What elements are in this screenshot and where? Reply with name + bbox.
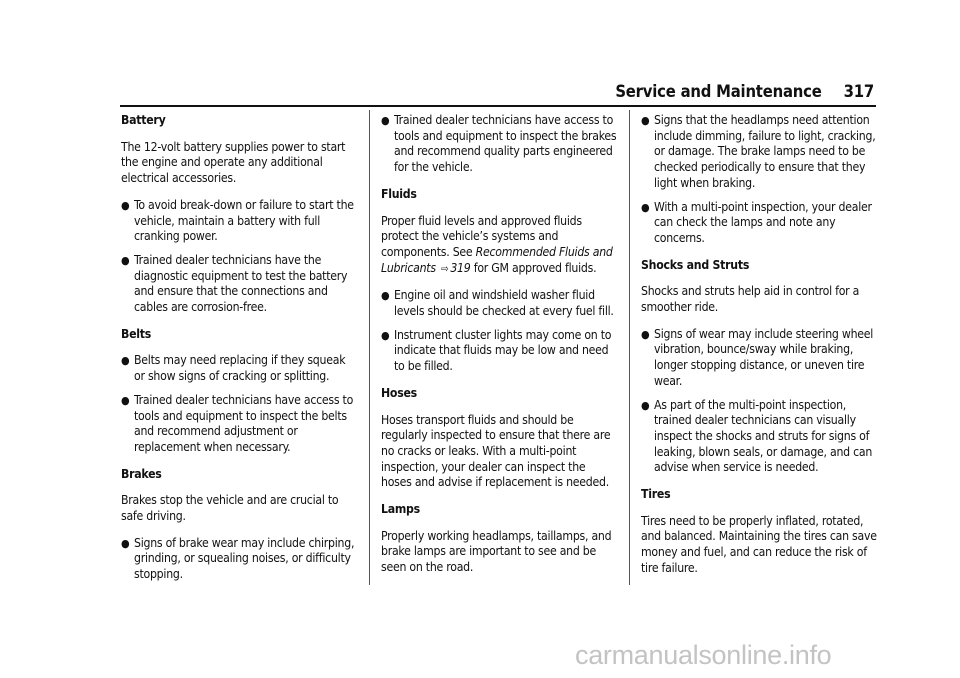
battery-heading: Battery: [121, 113, 166, 127]
page-number: 317: [843, 82, 874, 101]
fluids-text-start: Proper fluid levels and approved fluids protect the vehicle’s systems and components. See: [381, 213, 582, 259]
tires-heading: Tires: [641, 487, 671, 502]
bullet-icon: ●: [641, 398, 650, 412]
bullet-icon: ●: [381, 114, 390, 127]
bullet-text: Trained dealer technicians have the diagnostic equipment to test the battery and ensure that the connections and cables are corrosion-free.: [134, 252, 348, 315]
list-item: [641, 398, 877, 477]
list-item: [121, 536, 357, 583]
bullet-text: Trained dealer technicians have access to tools and equipment to inspect the brakes and recommend quality parts engineered for the vehicle.: [394, 113, 617, 175]
list-item: [121, 198, 357, 245]
bullet-text: Instrument cluster lights may come on to indicate that fluids may be low and need to be filled.: [394, 327, 612, 374]
tires-text: Tires need to be properly inflated, rotated, and balanced. Maintaining the tires can save money and fuel, and can reduce the risk of tire failure.: [641, 513, 877, 575]
lamps-heading: Lamps: [381, 502, 420, 517]
shocks-heading: Shocks and Struts: [641, 257, 750, 272]
bullet-icon: ●: [641, 114, 650, 127]
bullet-text: Signs of wear may include steering wheel vibration, bounce/sway while braking, longer stopping distance, or uneven tire wear.: [654, 326, 874, 388]
hoses-text: Hoses transport fluids and should be regularly inspected to ensure that there are no cracks or leaks. With a multi-point inspection, your dealer can inspect the hoses and advise if replacement is needed.: [381, 412, 611, 490]
bullet-icon: ●: [121, 536, 130, 550]
shocks-text: Shocks and struts help aid in control for a smoother ride.: [641, 284, 860, 315]
list-item: [121, 353, 357, 384]
list-item: [121, 393, 357, 456]
section-title: Service and Maintenance: [615, 82, 822, 101]
bullet-text: As part of the multi-point inspection, trained dealer technicians can visually inspect the shocks and struts for signs of leaking, blown seals, or damage, and can advise when service is needed.: [654, 397, 873, 475]
bullet-text: Signs of brake wear may include chirping, grinding, or squealing noises, or difficulty stopping.: [134, 535, 355, 582]
bullet-icon: ●: [641, 327, 650, 341]
column-3: [641, 113, 877, 588]
list-item: [121, 253, 357, 316]
bullet-icon: ●: [121, 393, 130, 407]
bullet-text: With a multi-point inspection, your dealer can check the lamps and note any concerns.: [654, 199, 872, 245]
bullet-text: Trained dealer technicians have access to tools and equipment to inspect the belts and recommend adjustment or replacement when necessary.: [134, 392, 354, 454]
list-item: [381, 113, 617, 176]
list-item: [641, 113, 877, 192]
bullet-icon: ●: [121, 354, 130, 368]
bullet-text: Signs that the headlamps need attention include dimming, failure to light, cracking, or damage. The brake lamps need to be checked periodically to ensure that they light when braking.: [654, 113, 876, 190]
list-item: [381, 328, 617, 375]
column-2: [381, 113, 617, 587]
lamps-text: Properly working headlamps, taillamps, and brake lamps are important to see and be seen on the road.: [381, 528, 612, 575]
column-divider-2: [629, 110, 630, 585]
brakes-text: Brakes stop the vehicle and are crucial to safe driving.: [121, 493, 339, 524]
bullet-icon: ●: [641, 200, 650, 214]
page-reference-arrow-icon: ⇨: [441, 263, 449, 275]
belts-heading: Belts: [121, 326, 152, 341]
battery-text: The 12-volt battery supplies power to start the engine and operate any additional electrical accessories.: [121, 139, 346, 186]
recommended-fluids-link[interactable]: Recommended Fluids and Lubricants: [381, 244, 613, 275]
column-1: [121, 113, 357, 591]
header-rule: [120, 105, 876, 107]
column-divider-1: [369, 110, 370, 585]
bullet-text: To avoid break-down or failure to start the vehicle, maintain a battery with full cranking power.: [134, 197, 354, 244]
reference-page-number[interactable]: 319: [450, 260, 471, 275]
bullet-icon: ●: [381, 328, 390, 342]
page-header: [615, 82, 874, 101]
list-item: [641, 200, 877, 247]
list-item: [381, 288, 617, 319]
bullet-icon: ●: [121, 198, 130, 212]
brakes-heading: Brakes: [121, 466, 162, 481]
bullet-text: Engine oil and windshield washer fluid levels should be checked at every fuel fill.: [394, 288, 614, 319]
bullet-icon: ●: [381, 289, 390, 303]
watermark: carmanualsonline.info: [575, 640, 832, 670]
fluids-heading: Fluids: [381, 186, 417, 201]
hoses-heading: Hoses: [381, 385, 417, 400]
list-item: [641, 327, 877, 390]
bullet-text: Belts may need replacing if they squeak or show signs of cracking or splitting.: [134, 353, 346, 384]
fluids-text: [381, 214, 617, 278]
fluids-text-end: for GM approved fluids.: [470, 260, 597, 275]
bullet-icon: ●: [121, 253, 130, 267]
